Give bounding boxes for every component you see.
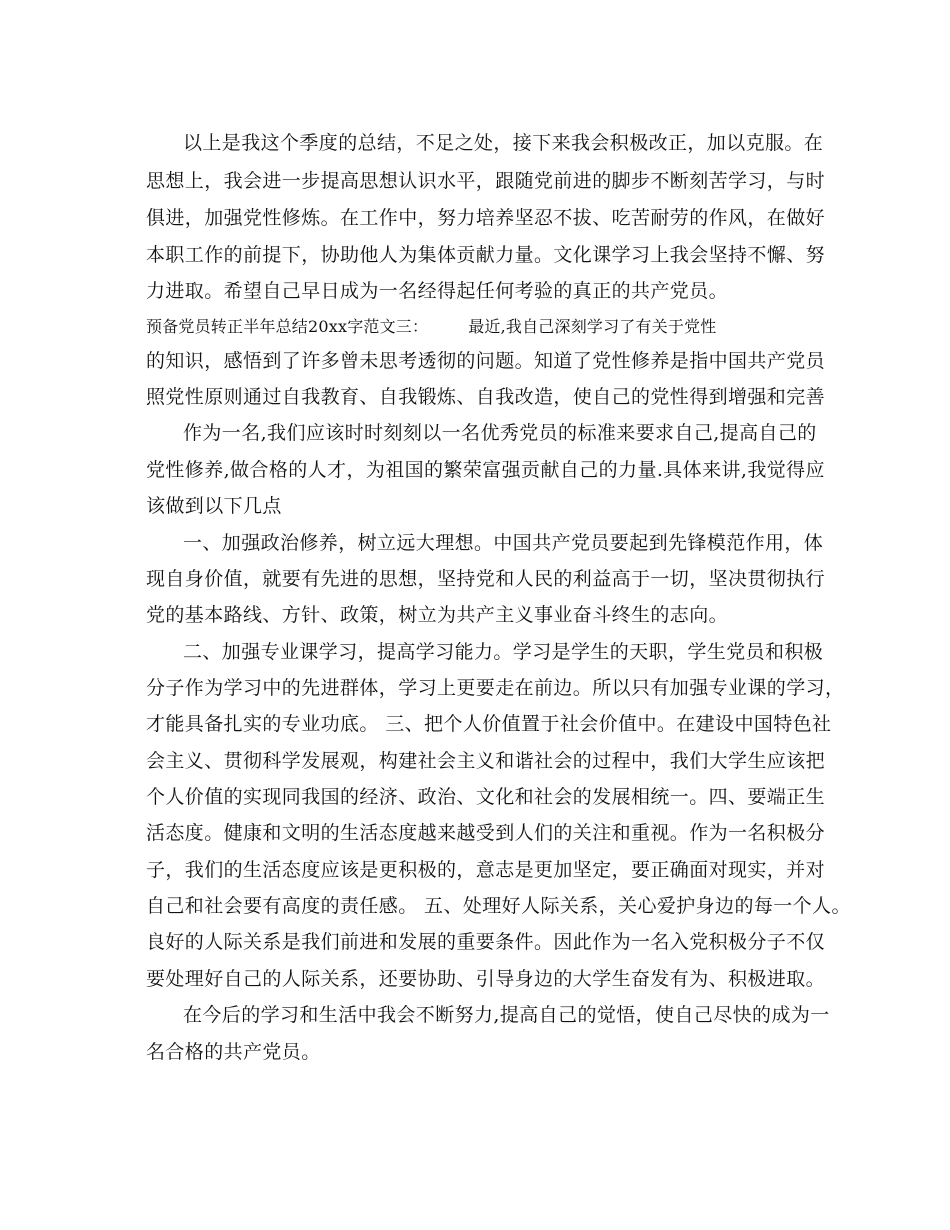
section-first-sentence: 最近,我自己深刻学习了有关于党性 [468, 317, 717, 336]
text-line: 的知识，感悟到了许多曾未思考透彻的问题。知道了党性修养是指中国共产党员 [146, 350, 826, 372]
text-line: 在今后的学习和生活中我会不断努力,提高自己的觉悟，使自己尽快的成为一 [183, 1004, 830, 1026]
text-line: 良好的人际关系是我们前进和发展的重要条件。因此作为一名入党积极分子不仅 [146, 931, 826, 953]
text-line: 俱进，加强党性修炼。在工作中，努力培养坚忍不拔、吃苦耐劳的作风，在做好 [146, 207, 826, 229]
text-line: 会主义、贯彻科学发展观，构建社会主义和谐社会的过程中，我们大学生应该把 [146, 750, 826, 772]
text-line: 党的基本路线、方针、政策，树立为共产主义事业奋斗终生的志向。 [146, 604, 729, 626]
section-heading-line [146, 315, 717, 339]
text-line: 思想上，我会进一步提高思想认识水平，跟随党前进的脚步不断刻苦学习，与时 [146, 170, 826, 192]
text-line: 子，我们的生活态度应该是更积极的，意志是更加坚定，要正确面对现实，并对 [146, 859, 826, 881]
text-line: 自己和社会要有高度的责任感。 五、处理好人际关系，关心爱护身边的每一个人。 [146, 895, 851, 917]
text-line: 名合格的共产党员。 [146, 1041, 321, 1063]
text-line: 个人价值的实现同我国的经济、政治、文化和社会的发展相统一。四、要端正生 [146, 786, 826, 808]
text-line: 活态度。健康和文明的生活态度越来越受到人们的关注和重视。作为一名积极分 [146, 822, 826, 844]
text-line: 要处理好自己的人际关系，还要协助、引导身边的大学生奋发有为、积极进取。 [146, 968, 826, 990]
text-line: 二、加强专业课学习，提高学习能力。学习是学生的天职，学生党员和积极 [183, 641, 824, 663]
text-line: 作为一名,我们应该时时刻刻以一名优秀党员的标准来要求自己,提高自己的 [183, 422, 817, 444]
text-line: 现自身价值，就要有先进的思想，坚持党和人民的利益高于一切，坚决贯彻执行 [146, 568, 826, 590]
section-heading: 预备党员转正半年总结20xx字范文三： [146, 317, 429, 336]
text-line: 一、加强政治修养，树立远大理想。中国共产党员要起到先锋模范作用，体 [183, 532, 824, 554]
text-line: 该做到以下几点 [146, 495, 282, 517]
text-line: 本职工作的前提下，协助他人为集体贡献力量。文化课学习上我会坚持不懈、努 [146, 244, 826, 266]
text-line: 党性修养,做合格的人才，为祖国的繁荣富强贡献自己的力量.具体来讲,我觉得应 [146, 459, 825, 481]
text-line: 照党性原则通过自我教育、自我锻炼、自我改造，使自己的党性得到增强和完善 [146, 386, 826, 408]
text-line: 以上是我这个季度的总结，不足之处，接下来我会积极改正，加以克服。在 [183, 132, 824, 154]
text-line: 才能具备扎实的专业功底。 三、把个人价值置于社会价值中。在建设中国特色社 [146, 713, 832, 735]
text-line: 力进取。希望自己早日成为一名经得起任何考验的真正的共产党员。 [146, 280, 729, 302]
text-line: 分子作为学习中的先进群体，学习上更要走在前边。所以只有加强专业课的学习， [146, 677, 845, 699]
